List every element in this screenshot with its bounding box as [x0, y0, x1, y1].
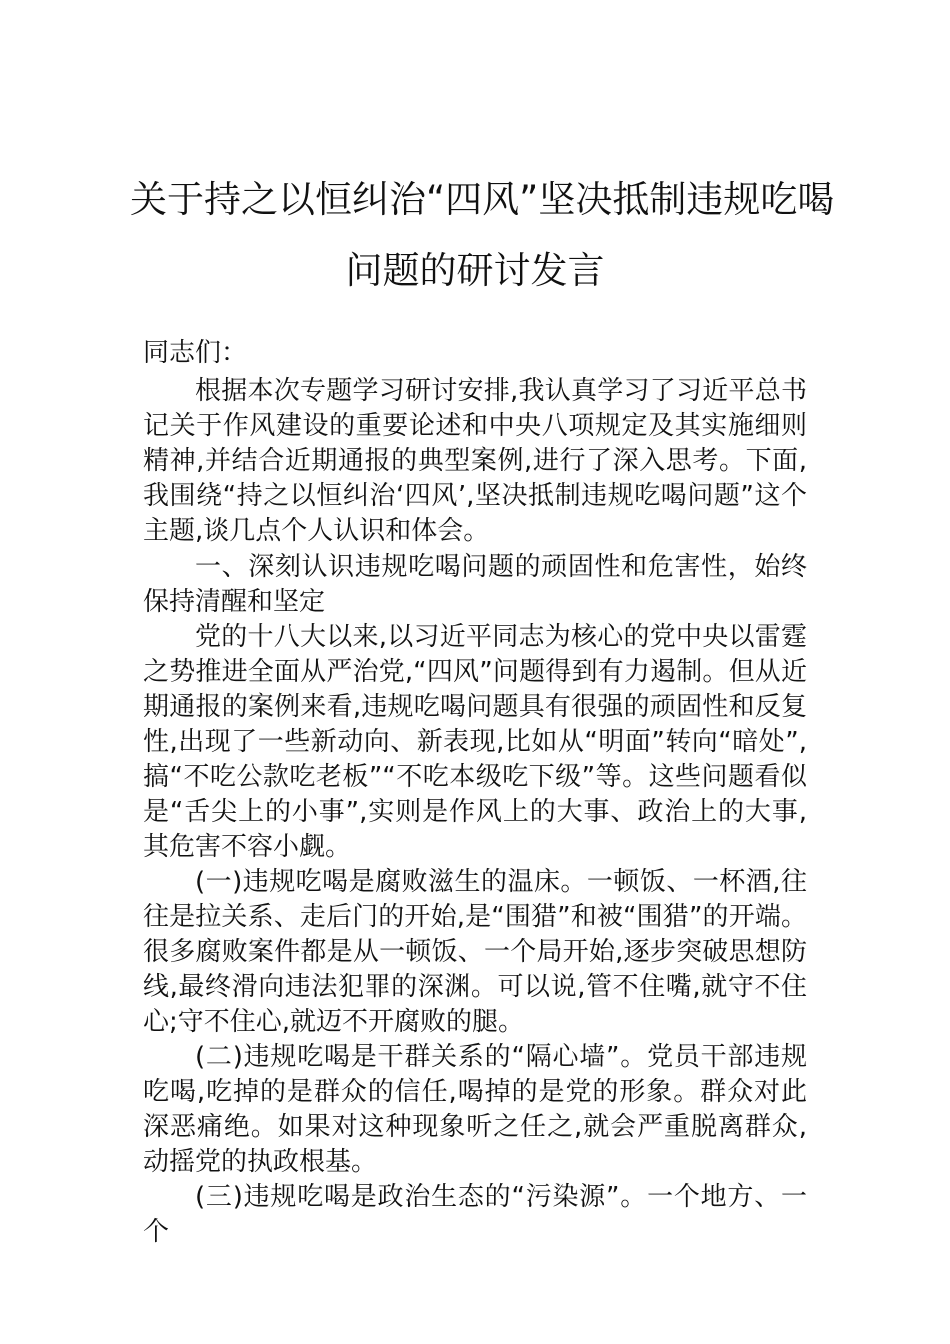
section-heading-1: 一、深刻认识违规吃喝问题的顽固性和危害性，始终保持清醒和坚定: [143, 552, 807, 617]
paragraph-intro: 根据本次专题学习研讨安排,我认真学习了习近平总书记关于作风建设的重要论述和中央八项规定及其实施细则精神,并结合近期通报的典型案例,进行了深入思考。下面,我围绕“持之以恒纠治‘四风’,坚决抵制违规吃喝问题”这个主题,谈几点个人认识和体会。: [143, 376, 807, 546]
paragraph-point-2: (二)违规吃喝是干群关系的“隔心墙”。党员干部违规吃喝,吃掉的是群众的信任,喝掉的是党的形象。群众对此深恶痛绝。如果对这种现象听之任之,就会严重脱离群众,动摇党的执政根基。: [143, 1042, 807, 1177]
paragraph-point-3: (三)违规吃喝是政治生态的“污染源”。一个地方、一个: [143, 1182, 807, 1247]
document-body: [143, 336, 807, 1250]
document-title-line-1: 关于持之以恒纠治“四风”坚决抵制违规吃喝: [130, 178, 835, 221]
document-title-line-2: 问题的研讨发言: [345, 249, 605, 292]
paragraph-section-1: 党的十八大以来,以习近平同志为核心的党中央以雷霆之势推进全面从严治党,“四风”问题得到有力遏制。但从近期通报的案例来看,违规吃喝问题具有很强的顽固性和反复性,出现了一些新动向、新表现,比如从“明面”转向“暗处”,搞“不吃公款吃老板”“不吃本级吃下级”等。这些问题看似是“舌尖上的小事”,实则是作风上的大事、政治上的大事,其危害不容小觑。: [143, 622, 807, 862]
paragraph-point-1: (一)违规吃喝是腐败滋生的温床。一顿饭、一杯酒,往往是拉关系、走后门的开始,是“围猎”和被“围猎”的开端。很多腐败案件都是从一顿饭、一个局开始,逐步突破思想防线,最终滑向违法犯罪的深渊。可以说,管不住嘴,就守不住心;守不住心,就迈不开腐败的腿。: [143, 867, 807, 1037]
salutation: 同志们：: [143, 338, 248, 368]
